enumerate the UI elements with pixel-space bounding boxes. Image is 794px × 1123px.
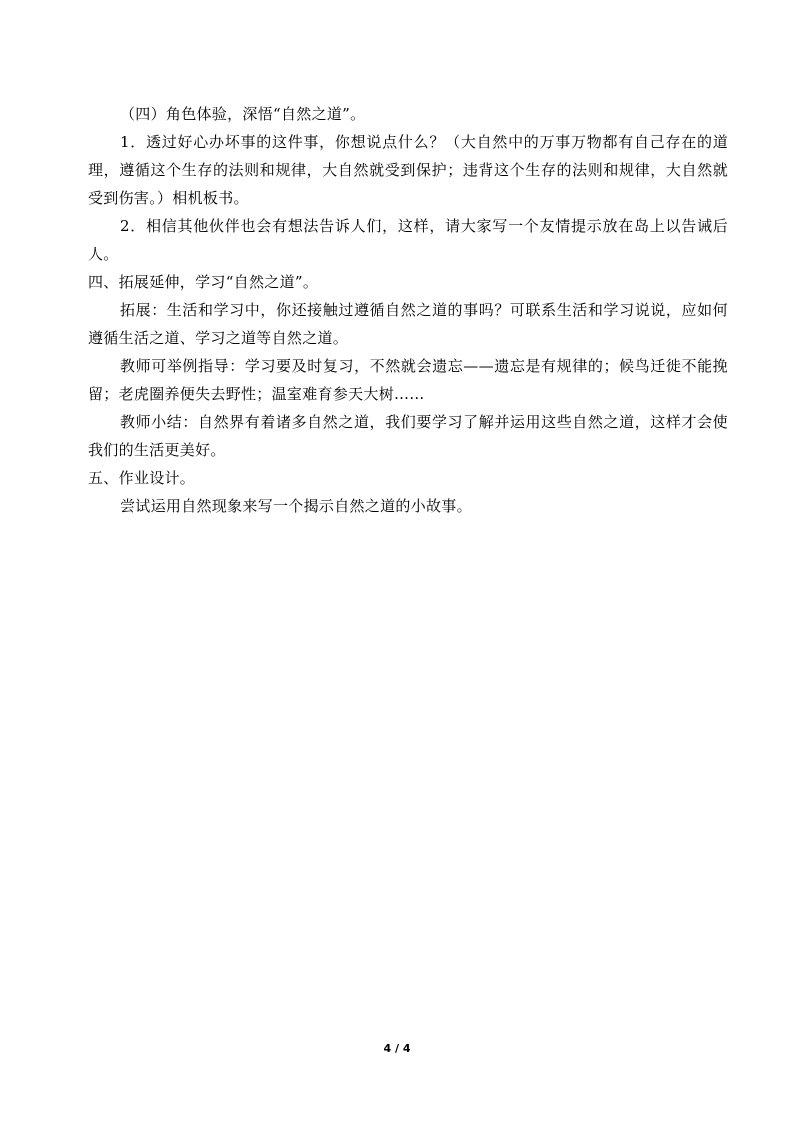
paragraph-item-2: 2．相信其他伙伴也会有想法告诉人们，这样，请大家写一个友情提示放在岛上以告诫后人。 xyxy=(88,217,728,263)
paragraph-teacher-example: 教师可举例指导：学习要及时复习，不然就会遗忘——遗忘是有规律的；候鸟迁徙不能挽留；老虎圈养便失去野性；温室难育参天大树…… xyxy=(88,357,728,403)
document-body xyxy=(88,100,728,520)
section-heading-role-play: （四）角色体验，深悟“自然之道”。 xyxy=(120,105,366,123)
paragraph-item-1: 1．透过好心办坏事的这件事，你想说点什么？（大自然中的万事万物都有自己存在的道理，遵循这个生存的法则和规律，大自然就受到保护；违背这个生存的法则和规律，大自然就受到伤害。）相机板书。 xyxy=(88,133,728,207)
paragraph-teacher-summary: 教师小结：自然界有着诸多自然之道，我们要学习了解并运用这些自然之道，这样才会使我们的生活更美好。 xyxy=(88,413,728,459)
section-heading-extension: 四、拓展延伸，学习“自然之道”。 xyxy=(88,273,319,291)
paragraph-homework: 尝试运用自然现象来写一个揭示自然之道的小故事。 xyxy=(120,497,472,515)
page-number: 4 / 4 xyxy=(383,1042,411,1055)
section-heading-homework: 五、作业设计。 xyxy=(88,469,196,487)
paragraph-extension: 拓展：生活和学习中，你还接触过遵循自然之道的事吗？可联系生活和学习说说，应如何遵循生活之道、学习之道等自然之道。 xyxy=(88,301,728,347)
